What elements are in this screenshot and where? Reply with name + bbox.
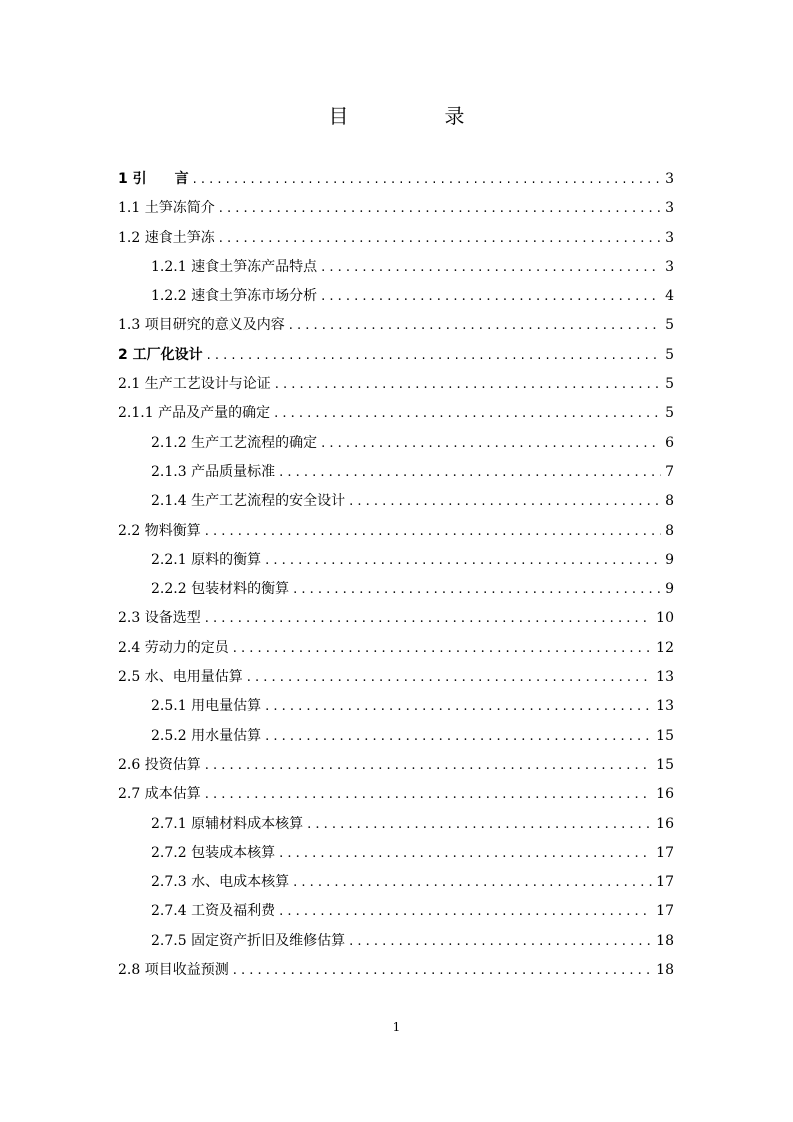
toc-entry[interactable] xyxy=(118,227,674,256)
toc-entry[interactable] xyxy=(118,168,674,197)
dot-leader xyxy=(279,845,652,861)
toc-entry-page: 18 xyxy=(656,932,674,949)
toc-entry-page: 5 xyxy=(665,376,674,393)
toc-entry[interactable] xyxy=(118,754,674,783)
toc-entry-label: 2.1.2 生产工艺流程的确定 xyxy=(151,434,318,451)
dot-leader xyxy=(321,288,661,304)
toc-entry-label: 2.7.4 工资及福利费 xyxy=(151,903,276,920)
page-number: 1 xyxy=(392,1020,401,1034)
dot-leader xyxy=(349,493,661,509)
dot-leader xyxy=(265,698,652,714)
toc-entry-page: 6 xyxy=(665,434,674,451)
toc-entry[interactable] xyxy=(118,725,674,754)
toc-entry[interactable] xyxy=(118,666,674,695)
toc-entry-label: 2.7.2 包装成本核算 xyxy=(151,844,276,861)
dot-leader xyxy=(307,816,652,832)
toc-entry-page: 12 xyxy=(656,639,674,656)
dot-leader xyxy=(193,171,661,187)
dot-leader xyxy=(219,230,661,246)
toc-entry[interactable] xyxy=(118,461,674,490)
toc-entry-label: 2.5 水、电用量估算 xyxy=(118,669,243,686)
toc-entry-page: 3 xyxy=(665,200,674,217)
dot-leader xyxy=(321,259,661,275)
dot-leader xyxy=(321,435,661,451)
table-of-contents xyxy=(118,168,674,988)
toc-entry-label: 1.2.1 速食土笋冻产品特点 xyxy=(151,258,318,275)
dot-leader xyxy=(279,464,661,480)
toc-entry-label: 2 工厂化设计 xyxy=(118,346,203,363)
toc-entry[interactable] xyxy=(118,285,674,314)
dot-leader xyxy=(207,347,661,363)
toc-entry-label: 2.5.1 用电量估算 xyxy=(151,698,262,715)
dot-leader xyxy=(205,523,661,539)
toc-entry[interactable] xyxy=(118,197,674,226)
toc-entry[interactable] xyxy=(118,637,674,666)
toc-entry-label: 2.4 劳动力的定员 xyxy=(118,639,229,656)
dot-leader xyxy=(275,376,661,392)
toc-entry-page: 13 xyxy=(656,698,674,715)
toc-entry-label: 2.3 设备选型 xyxy=(118,610,201,627)
toc-entry-page: 16 xyxy=(656,786,674,803)
toc-entry[interactable] xyxy=(118,930,674,959)
toc-entry-page: 15 xyxy=(656,727,674,744)
dot-leader xyxy=(205,786,652,802)
dot-leader xyxy=(293,581,661,597)
toc-entry-label: 1.1 土笋冻简介 xyxy=(118,200,215,217)
dot-leader xyxy=(265,552,661,568)
toc-entry[interactable] xyxy=(118,256,674,285)
toc-entry[interactable] xyxy=(118,695,674,724)
toc-entry[interactable] xyxy=(118,871,674,900)
toc-entry[interactable] xyxy=(118,959,674,988)
toc-entry-label: 2.7.3 水、电成本核算 xyxy=(151,874,290,891)
toc-entry-label: 2.1.3 产品质量标准 xyxy=(151,463,276,480)
toc-entry-page: 17 xyxy=(656,844,674,861)
dot-leader xyxy=(233,640,652,656)
dot-leader xyxy=(279,903,652,919)
toc-entry-label: 1.3 项目研究的意义及内容 xyxy=(118,317,285,334)
toc-entry[interactable] xyxy=(118,578,674,607)
toc-entry-label: 2.7.5 固定资产折旧及维修估算 xyxy=(151,932,346,949)
toc-entry[interactable] xyxy=(118,549,674,578)
toc-entry-page: 5 xyxy=(665,317,674,334)
toc-entry-page: 17 xyxy=(656,874,674,891)
toc-entry-page: 5 xyxy=(665,346,674,363)
dot-leader xyxy=(247,669,652,685)
toc-entry-page: 3 xyxy=(665,258,674,275)
toc-entry-label: 1 引 言 xyxy=(118,171,189,187)
toc-entry-page: 13 xyxy=(656,669,674,686)
toc-entry-label: 2.8 项目收益预测 xyxy=(118,962,229,979)
dot-leader xyxy=(349,933,652,949)
toc-entry-label: 1.2 速食土笋冻 xyxy=(118,229,215,246)
dot-leader xyxy=(274,405,661,421)
toc-entry[interactable] xyxy=(118,783,674,812)
toc-entry-label: 2.1 生产工艺设计与论证 xyxy=(118,376,271,393)
toc-entry-label: 2.1.1 产品及产量的确定 xyxy=(118,405,271,422)
toc-entry[interactable] xyxy=(118,607,674,636)
toc-entry-label: 2.1.4 生产工艺流程的安全设计 xyxy=(151,493,346,510)
toc-entry-page: 5 xyxy=(665,405,674,422)
toc-entry-page: 16 xyxy=(656,815,674,832)
toc-entry[interactable] xyxy=(118,432,674,461)
dot-leader xyxy=(293,874,652,890)
toc-entry-page: 18 xyxy=(656,962,674,979)
toc-entry[interactable] xyxy=(118,402,674,431)
toc-entry-label: 2.2 物料衡算 xyxy=(118,522,201,539)
dot-leader xyxy=(219,200,661,216)
toc-entry-page: 8 xyxy=(665,493,674,510)
dot-leader xyxy=(233,962,652,978)
toc-entry[interactable] xyxy=(118,344,674,373)
toc-entry-page: 9 xyxy=(665,581,674,598)
toc-entry-label: 2.7.1 原辅材料成本核算 xyxy=(151,815,304,832)
toc-title: 目 录 xyxy=(328,104,503,128)
dot-leader xyxy=(205,610,652,626)
dot-leader xyxy=(205,757,652,773)
toc-entry[interactable] xyxy=(118,373,674,402)
toc-entry-label: 2.2.1 原料的衡算 xyxy=(151,551,262,568)
toc-entry[interactable] xyxy=(118,490,674,519)
toc-entry-label: 2.2.2 包装材料的衡算 xyxy=(151,581,290,598)
toc-entry-label: 2.5.2 用水量估算 xyxy=(151,727,262,744)
dot-leader xyxy=(265,728,652,744)
toc-entry-page: 4 xyxy=(665,288,674,305)
toc-entry[interactable] xyxy=(118,900,674,929)
toc-entry-label: 1.2.2 速食土笋冻市场分析 xyxy=(151,288,318,305)
toc-entry[interactable] xyxy=(118,314,674,343)
toc-entry-page: 15 xyxy=(656,756,674,773)
toc-entry[interactable] xyxy=(118,520,674,549)
toc-entry-label: 2.7 成本估算 xyxy=(118,786,201,803)
dot-leader xyxy=(289,317,661,333)
toc-entry-page: 3 xyxy=(665,171,674,187)
toc-entry[interactable] xyxy=(118,842,674,871)
toc-entry[interactable] xyxy=(118,813,674,842)
toc-entry-page: 9 xyxy=(665,551,674,568)
toc-entry-page: 7 xyxy=(665,463,674,480)
toc-entry-label: 2.6 投资估算 xyxy=(118,756,201,773)
toc-entry-page: 8 xyxy=(665,522,674,539)
toc-entry-page: 10 xyxy=(656,610,674,627)
toc-entry-page: 3 xyxy=(665,229,674,246)
toc-entry-page: 17 xyxy=(656,903,674,920)
